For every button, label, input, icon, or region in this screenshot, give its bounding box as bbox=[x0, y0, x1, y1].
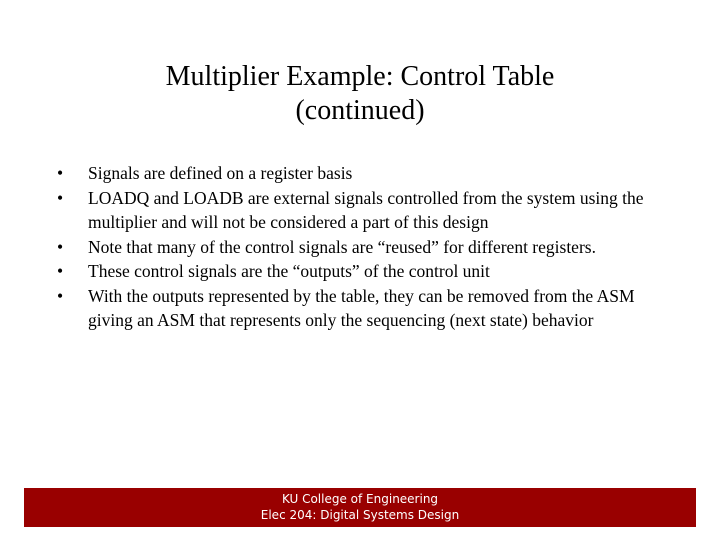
bullet-item bbox=[57, 186, 677, 235]
slide-title bbox=[60, 60, 660, 128]
bullet-icon: • bbox=[57, 187, 64, 208]
footer-course: Elec 204: Digital Systems Design bbox=[260, 508, 460, 522]
bullet-list bbox=[57, 161, 677, 333]
bullet-icon: • bbox=[57, 261, 64, 281]
bullet-text: LOADQ and LOADB are external signals controlled from the system using the multiplier and will not be considered a part of this design bbox=[88, 187, 644, 232]
slide-title-line-1: Multiplier Example: Control Table bbox=[165, 61, 555, 92]
bullet-icon: • bbox=[57, 285, 64, 306]
bullet-text: Note that many of the control signals are “reused” for different registers. bbox=[88, 236, 596, 257]
bullet-text: With the outputs represented by the table, they can be removed from the ASM giving an ASM that represents only the sequencing (next state) behavior bbox=[88, 285, 635, 330]
bullet-item bbox=[57, 161, 677, 186]
bullet-item bbox=[57, 235, 677, 260]
slide-title-line-2: (continued) bbox=[295, 95, 425, 126]
footer-banner bbox=[24, 488, 696, 527]
footer-college: KU College of Engineering bbox=[281, 492, 439, 506]
bullet-text: Signals are defined on a register basis bbox=[88, 163, 353, 183]
bullet-icon: • bbox=[57, 163, 64, 183]
bullet-icon: • bbox=[57, 236, 64, 257]
bullet-item bbox=[57, 259, 677, 284]
bullet-item bbox=[57, 284, 677, 333]
bullet-text: These control signals are the “outputs” of the control unit bbox=[88, 261, 490, 281]
